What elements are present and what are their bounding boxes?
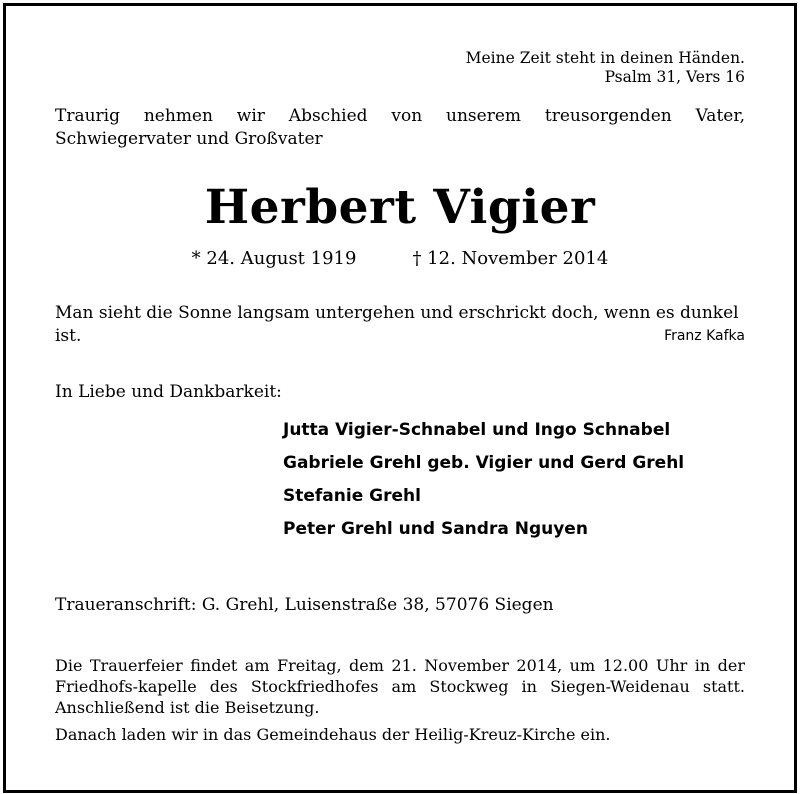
family-member: Peter Grehl und Sandra Nguyen [283, 519, 588, 539]
intro-text: Traurig nehmen wir Abschied von unserem treusorgenden Vater, Schwiegervater und Großvater [55, 106, 745, 149]
bible-verse-reference: Psalm 31, Vers 16 [604, 68, 745, 86]
funeral-notice-paragraph: Die Trauerfeier findet am Freitag, dem 21. November 2014, um 12.00 Uhr in der Friedhofs-kapelle des Stockfriedhofes am Stockweg in Siegen-Weidenau statt. Anschließend ist die Beisetzung. [55, 656, 745, 717]
funeral-notice [55, 655, 745, 745]
bible-verse [55, 49, 745, 87]
family-list [283, 414, 684, 546]
deceased-name: Herbert Vigier [204, 180, 596, 235]
family-member: Jutta Vigier-Schnabel und Ingo Schnabel [283, 420, 671, 440]
death-date: † 12. November 2014 [412, 248, 609, 269]
greeting: In Liebe und Dankbarkeit: [55, 382, 282, 402]
funeral-notice-paragraph: Danach laden wir in das Gemeindehaus der Heilig-Kreuz-Kirche ein. [55, 725, 611, 744]
quote-text: Man sieht die Sonne langsam untergehen und erschrickt doch, wenn es dunkel ist. [55, 303, 739, 346]
family-member: Stefanie Grehl [283, 486, 421, 506]
bible-verse-text: Meine Zeit steht in deinen Händen. [465, 49, 745, 67]
life-dates [55, 248, 745, 269]
quote-author: Franz Kafka [664, 328, 745, 344]
family-member: Gabriele Grehl geb. Vigier und Gerd Grehl [283, 453, 685, 473]
birth-date: * 24. August 1919 [191, 248, 357, 269]
mourning-address: Traueranschrift: G. Grehl, Luisenstraße 38, 57076 Siegen [55, 595, 554, 615]
